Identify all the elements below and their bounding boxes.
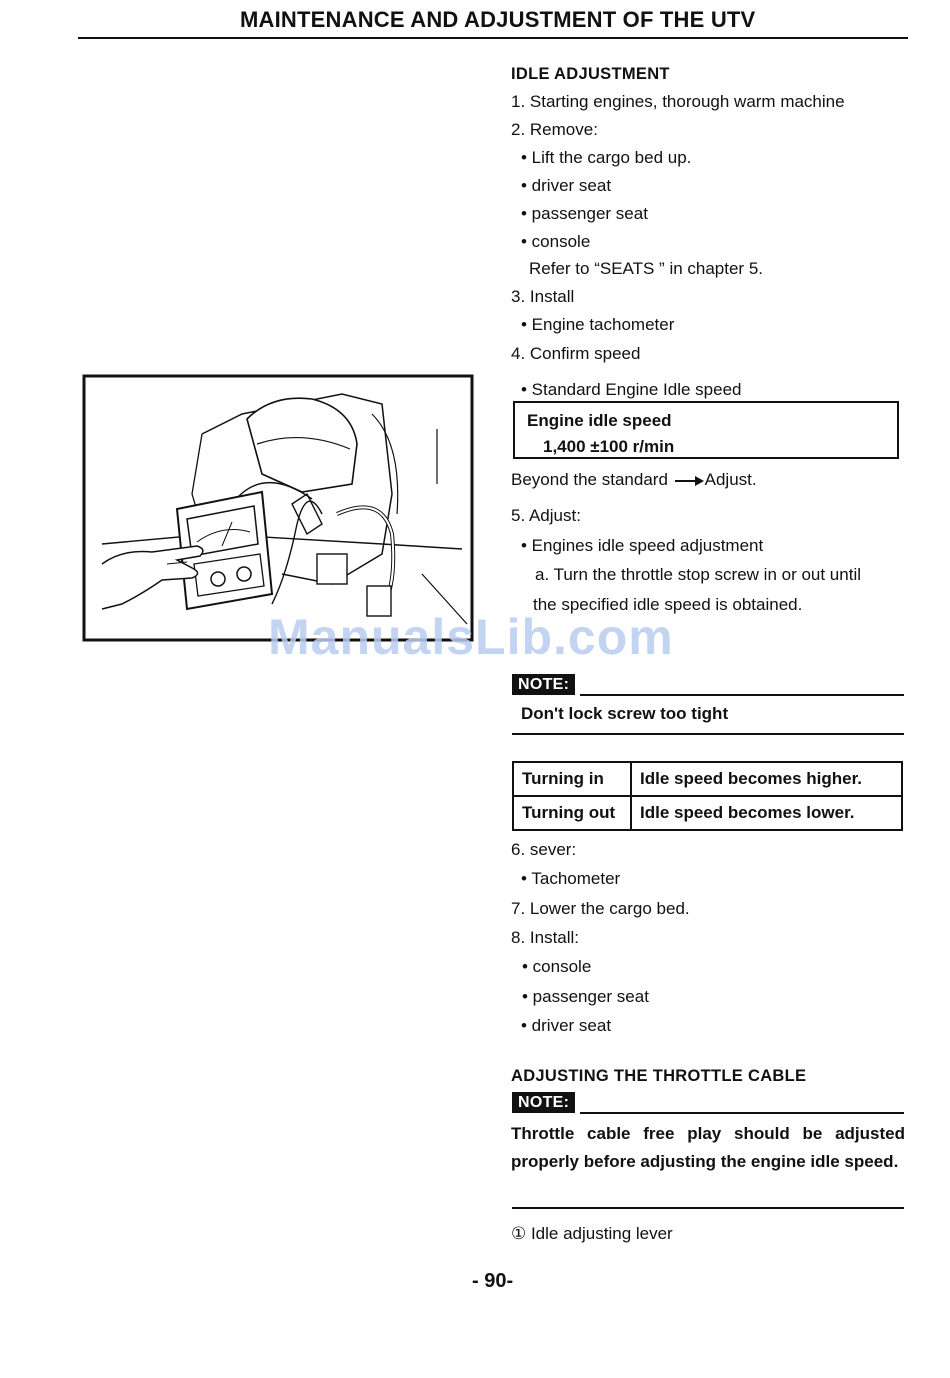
page-title: MAINTENANCE AND ADJUSTMENT OF THE UTV [240, 7, 756, 32]
sub-step-a-line1: a. Turn the throttle stop screw in or out until [535, 565, 861, 584]
table-row [513, 796, 902, 830]
adjust-text: Adjust. [704, 470, 757, 489]
spec-value: 1,400 ±100 r/min [543, 437, 675, 456]
note-rule-top [580, 694, 904, 696]
table-cell-action: Turning in [513, 762, 631, 796]
tachometer-illustration [82, 374, 474, 642]
page-number: - 90- [472, 1270, 514, 1292]
step-5: 5. Adjust: [511, 506, 581, 525]
table-row [513, 762, 902, 796]
note-rule-bottom [512, 733, 904, 735]
step-8: 8. Install: [511, 928, 580, 947]
step-1: 1. Starting engines, thorough warm machine [511, 92, 845, 111]
note-rule-top [580, 1112, 904, 1114]
spec-box [513, 401, 899, 459]
beyond-standard-line [511, 470, 757, 490]
legend-item: ① Idle adjusting lever [511, 1224, 673, 1243]
note-label: NOTE: [512, 1092, 575, 1113]
sub-step-a-line2: the specified idle speed is obtained. [533, 595, 803, 614]
install-item: • Engine tachometer [521, 315, 675, 334]
throttle-note-text: Throttle cable free play should be adjusted properly before adjusting the engine idle speed. [511, 1124, 905, 1171]
tachometer-drawing [82, 374, 474, 642]
refer-text: Refer to “SEATS ” in chapter 5. [529, 259, 763, 278]
arrow-right-icon [673, 475, 705, 487]
table-cell-result: Idle speed becomes higher. [631, 762, 902, 796]
spec-label: Engine idle speed [527, 411, 672, 430]
install-list-item: • passenger seat [522, 987, 649, 1006]
header-rule [78, 37, 908, 39]
section-title-throttle-cable: ADJUSTING THE THROTTLE CABLE [511, 1067, 807, 1085]
remove-item: • Lift the cargo bed up. [521, 148, 692, 167]
note-rule-bottom [512, 1207, 904, 1209]
tachometer-item: • Tachometer [521, 869, 621, 888]
install-list-item: • driver seat [521, 1016, 612, 1035]
remove-item: • passenger seat [521, 204, 648, 223]
turning-table [512, 761, 903, 831]
remove-item: • console [521, 232, 591, 251]
step-3: 3. Install [511, 287, 575, 306]
section-title-idle-adjustment: IDLE ADJUSTMENT [511, 65, 670, 83]
step-6: 6. sever: [511, 840, 577, 859]
table-cell-action: Turning out [513, 796, 631, 830]
engine-idle-item: • Engines idle speed adjustment [521, 536, 764, 555]
watermark: ManualsLib.com [268, 609, 674, 665]
install-list-item: • console [522, 957, 592, 976]
step-7: 7. Lower the cargo bed. [511, 899, 690, 918]
step-4: 4. Confirm speed [511, 344, 641, 363]
note-label: NOTE: [512, 674, 575, 695]
beyond-text: Beyond the standard [511, 470, 668, 489]
note-text: Don't lock screw too tight [521, 704, 729, 723]
remove-item: • driver seat [521, 176, 612, 195]
step-2: 2. Remove: [511, 120, 598, 139]
standard-idle-item: • Standard Engine Idle speed [521, 380, 742, 399]
table-cell-result: Idle speed becomes lower. [631, 796, 902, 830]
